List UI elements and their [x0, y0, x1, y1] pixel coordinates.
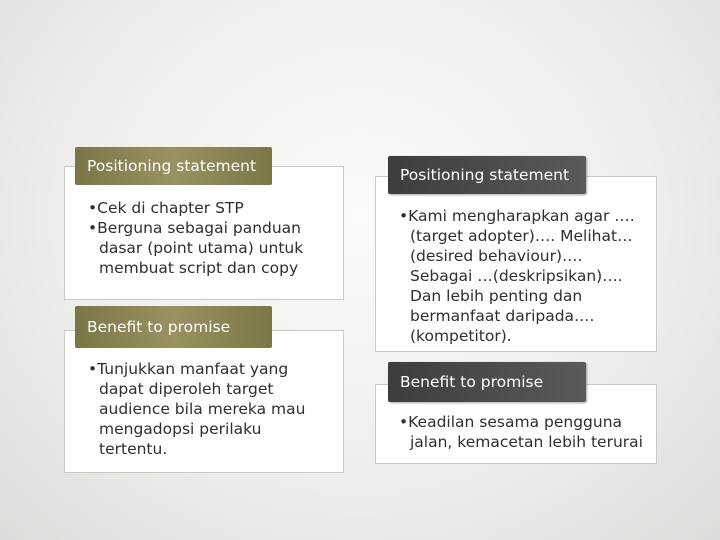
bullet-item: • Tunjukkan manfaat yang dapat diperoleh target audience bila mereka mau mengadopsi perilaku tertentu. [88, 359, 328, 459]
left-positioning-bullets [88, 198, 324, 278]
bullet-item: • Keadilan sesama pengguna jalan, kemacetan lebih terurai [399, 412, 645, 452]
right-benefit-bullets [399, 412, 645, 452]
right-positioning-bullets [399, 206, 645, 346]
bullet-item: • Kami mengharapkan agar …. (target adopter)…. Melihat…(desired behaviour)…. Sebagai …(deskripsikan)…. Dan lebih penting dan bermanfaat daripada…. (kompetitor). [399, 206, 645, 346]
right-benefit-title: Benefit to promise [388, 362, 586, 402]
bullet-item: • Berguna sebagai panduan dasar (point utama) untuk membuat script dan copy [88, 218, 324, 278]
left-benefit-bullets [88, 359, 328, 459]
left-benefit-title: Benefit to promise [75, 306, 272, 348]
left-positioning-title: Positioning statement [75, 147, 272, 185]
bullet-item: • Cek di chapter STP [88, 198, 324, 218]
right-positioning-title: Positioning statement [388, 156, 586, 194]
